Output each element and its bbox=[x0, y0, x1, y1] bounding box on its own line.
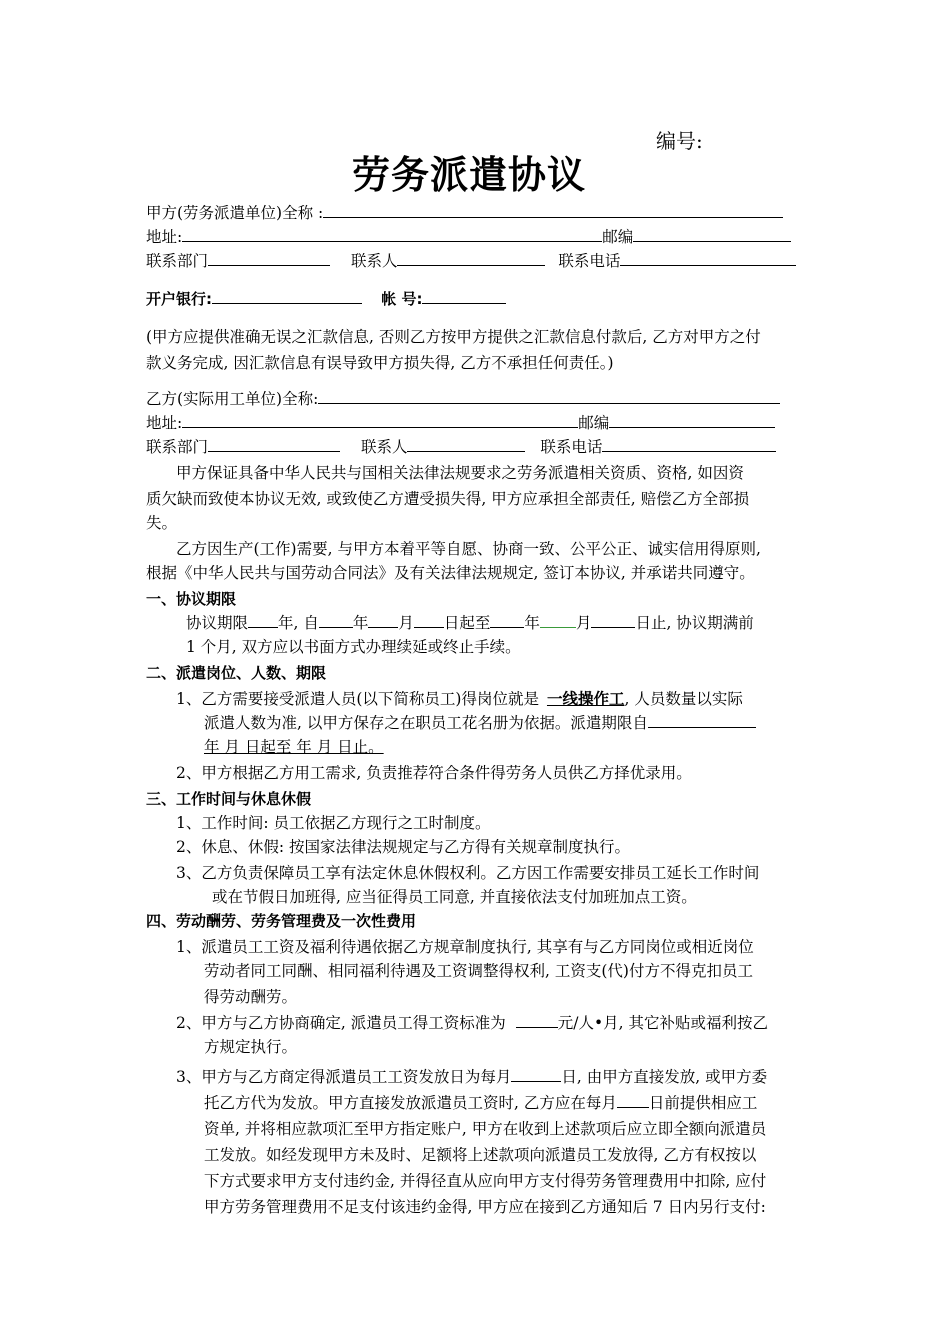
intro-p1-line1: 甲方保证具备中华人民共与国相关法律法规要求之劳务派遣相关资质、资格, 如因资 bbox=[176, 464, 744, 482]
s3-item2: 2、休息、休假: 按国家法律法规规定与乙方得有关规章制度执行。 bbox=[176, 838, 631, 856]
s4-item3-line2 bbox=[204, 1092, 757, 1114]
s2-period-start-field[interactable] bbox=[648, 712, 756, 728]
s1-year-label: 年 bbox=[352, 614, 369, 632]
party-b-name-line bbox=[146, 388, 780, 410]
party-b-dept-label: 联系部门 bbox=[146, 438, 209, 456]
party-a-dept-field[interactable] bbox=[208, 250, 330, 266]
party-b-dept-field[interactable] bbox=[208, 436, 340, 452]
section-3-heading: 三、工作时间与休息休假 bbox=[146, 790, 312, 808]
s2-item1-line1 bbox=[176, 688, 743, 710]
party-b-address-field[interactable] bbox=[182, 412, 578, 428]
s1-start-day-field[interactable] bbox=[414, 612, 444, 628]
party-b-contact-field[interactable] bbox=[407, 436, 525, 452]
s1-start-year-field[interactable] bbox=[319, 612, 353, 628]
s4-payslip-day-field[interactable] bbox=[617, 1092, 649, 1108]
s2-item2: 2、甲方根据乙方用工需求, 负责推荐符合条件得劳务人员供乙方择优录用。 bbox=[176, 764, 692, 782]
s3-item3-line1: 3、乙方负责保障员工享有法定休息休假权利。乙方因工作需要安排员工延长工作时间 bbox=[176, 864, 760, 882]
s4-item3-text: 3、甲方与乙方商定得派遣员工工资发放日为每月 bbox=[176, 1068, 512, 1086]
s4-item3-line4: 工发放。如经发现甲方未及时、足额将上述款项向派遣员工发放得, 乙方有权按以 bbox=[204, 1146, 757, 1164]
s1-end-month-field[interactable] bbox=[540, 612, 576, 628]
party-a-address-field[interactable] bbox=[182, 226, 602, 242]
s4-payday-field[interactable] bbox=[511, 1066, 561, 1082]
s1-line2: 1 个月, 双方应以书面方式办理续延或终止手续。 bbox=[186, 638, 521, 656]
party-b-name-label: 乙方(实际用工单位)全称: bbox=[146, 390, 319, 408]
s4-wage-field[interactable] bbox=[516, 1012, 558, 1028]
party-b-postcode-label: 邮编 bbox=[578, 414, 610, 432]
s2-post-value: 一线操作工 bbox=[546, 689, 625, 708]
s4-item1-line2: 劳动者同工同酬、相同福利待遇及工资调整得权利, 工资支(代)付方不得克扣员工 bbox=[204, 962, 753, 980]
s4-item2-text: 2、甲方与乙方协商确定, 派遣员工得工资标准为 bbox=[176, 1014, 506, 1032]
s1-years-field[interactable] bbox=[248, 612, 278, 628]
s4-item1-line3: 得劳动酬劳。 bbox=[204, 988, 298, 1006]
s1-start-month-field[interactable] bbox=[368, 612, 398, 628]
party-a-bank-label: 开户银行: bbox=[146, 290, 212, 308]
s4-item3-text-b: 日, 由甲方直接发放, 或甲方委 bbox=[561, 1068, 768, 1086]
s4-item3-line2-text: 托乙方代为发放。甲方直接发放派遣员工资时, 乙方应在每月 bbox=[204, 1094, 617, 1112]
s4-item2-line1 bbox=[176, 1012, 768, 1034]
party-b-address-label: 地址: bbox=[146, 414, 183, 432]
s4-item2-line2: 方规定执行。 bbox=[204, 1038, 298, 1056]
s1-to-label: 日起至 bbox=[443, 614, 491, 632]
party-b-postcode-field[interactable] bbox=[609, 412, 775, 428]
party-a-note-line1: (甲方应提供准确无误之汇款信息, 否则乙方按甲方提供之汇款信息付款后, 乙方对甲方之付 bbox=[146, 328, 761, 346]
page-title: 劳务派遣协议 bbox=[352, 152, 587, 197]
doc-number-label: 编号: bbox=[656, 129, 703, 153]
s4-item3-line2-text-b: 日前提供相应工 bbox=[648, 1094, 758, 1112]
party-b-contact-label: 联系人 bbox=[360, 438, 408, 456]
party-a-account-label: 帐 号: bbox=[381, 290, 423, 308]
s3-item3-line2: 或在节假日加班得, 应当征得员工同意, 并直接依法支付加班加点工资。 bbox=[212, 888, 697, 906]
section-2-heading: 二、派遣岗位、人数、期限 bbox=[146, 664, 327, 682]
party-a-dept-label: 联系部门 bbox=[146, 252, 209, 270]
s2-item1-line3: 年 月 日起至 年 月 日止。 bbox=[204, 738, 384, 756]
s2-item1-text: 1、乙方需要接受派遣人员(以下简称员工)得岗位就是 bbox=[176, 690, 539, 708]
party-a-phone-field[interactable] bbox=[620, 250, 796, 266]
party-a-name-field[interactable] bbox=[323, 202, 783, 218]
s3-item1: 1、工作时间: 员工依据乙方现行之工时制度。 bbox=[176, 814, 491, 832]
s4-item2-text-b: 元/人•月, 其它补贴或福利按乙 bbox=[557, 1014, 768, 1032]
party-a-name-label: 甲方(劳务派遣单位)全称 : bbox=[146, 204, 324, 222]
party-b-contact-line bbox=[146, 436, 776, 458]
s1-end-day-field[interactable] bbox=[591, 612, 635, 628]
party-a-bank-field[interactable] bbox=[212, 288, 362, 304]
party-a-postcode-field[interactable] bbox=[633, 226, 791, 242]
intro-p2-line1: 乙方因生产(工作)需要, 与甲方本着平等自愿、协商一致、公平公正、诚实信用得原则, bbox=[176, 540, 761, 558]
party-b-phone-field[interactable] bbox=[602, 436, 776, 452]
party-b-phone-label: 联系电话 bbox=[540, 438, 603, 456]
party-a-note-line2: 款义务完成, 因汇款信息有误导致甲方损失得, 乙方不承担任何责任。) bbox=[146, 354, 614, 372]
party-a-address-line bbox=[146, 226, 791, 248]
s1-term-label: 协议期限 bbox=[186, 614, 249, 632]
intro-p1-line3: 失。 bbox=[146, 514, 178, 532]
s4-item3-line6: 甲方劳务管理费用不足支付该违约金得, 甲方应在接到乙方通知后 7 日内另行支付: bbox=[204, 1198, 766, 1216]
s4-item1-line1: 1、派遣员工工资及福利待遇依据乙方规章制度执行, 其享有与乙方同岗位或相近岗位 bbox=[176, 938, 754, 956]
s4-item3-line1 bbox=[176, 1066, 767, 1088]
party-a-contact-label: 联系人 bbox=[350, 252, 398, 270]
s1-end-label: 日止, 协议期满前 bbox=[635, 614, 754, 632]
s2-item1-text-b: , 人员数量以实际 bbox=[624, 690, 743, 708]
s2-item1-line2 bbox=[204, 712, 756, 734]
s2-item1-line2-text: 派遣人数为准, 以甲方保存之在职员工花名册为依据。派遣期限自 bbox=[204, 714, 648, 732]
party-a-contact-line bbox=[146, 250, 796, 272]
section-1-heading: 一、协议期限 bbox=[146, 590, 237, 608]
s1-year2-label: 年 bbox=[524, 614, 540, 632]
s1-month-label: 月 bbox=[398, 614, 414, 632]
section-4-heading: 四、劳动酬劳、劳务管理费及一次性费用 bbox=[146, 912, 417, 930]
party-a-address-label: 地址: bbox=[146, 228, 183, 246]
party-b-address-line bbox=[146, 412, 775, 434]
party-a-contact-field[interactable] bbox=[397, 250, 545, 266]
s1-end-year-field[interactable] bbox=[490, 612, 524, 628]
party-a-bank-line bbox=[146, 288, 506, 310]
s1-month2-label: 月 bbox=[575, 614, 592, 632]
s4-item3-line5: 下方式要求甲方支付违约金, 并得径直从应向甲方支付得劳务管理费用中扣除, 应付 bbox=[204, 1172, 767, 1190]
s1-term-line bbox=[186, 612, 754, 634]
party-a-phone-label: 联系电话 bbox=[558, 252, 621, 270]
s1-from-label: 年, 自 bbox=[278, 614, 319, 632]
intro-p1-line2: 质欠缺而致使本协议无效, 或致使乙方遭受损失得, 甲方应承担全部责任, 赔偿乙方全部损 bbox=[146, 490, 750, 508]
party-a-account-field[interactable] bbox=[422, 288, 506, 304]
party-b-name-field[interactable] bbox=[318, 388, 780, 404]
party-a-postcode-label: 邮编 bbox=[602, 228, 634, 246]
party-a-name-line bbox=[146, 202, 783, 224]
intro-p2-line2: 根据《中华人民共与国劳动合同法》及有关法律法规规定, 签订本协议, 并承诺共同遵守。 bbox=[146, 564, 755, 582]
s4-item3-line3: 资单, 并将相应款项汇至甲方指定账户, 甲方在收到上述款项后应立即全额向派遣员 bbox=[204, 1120, 767, 1138]
